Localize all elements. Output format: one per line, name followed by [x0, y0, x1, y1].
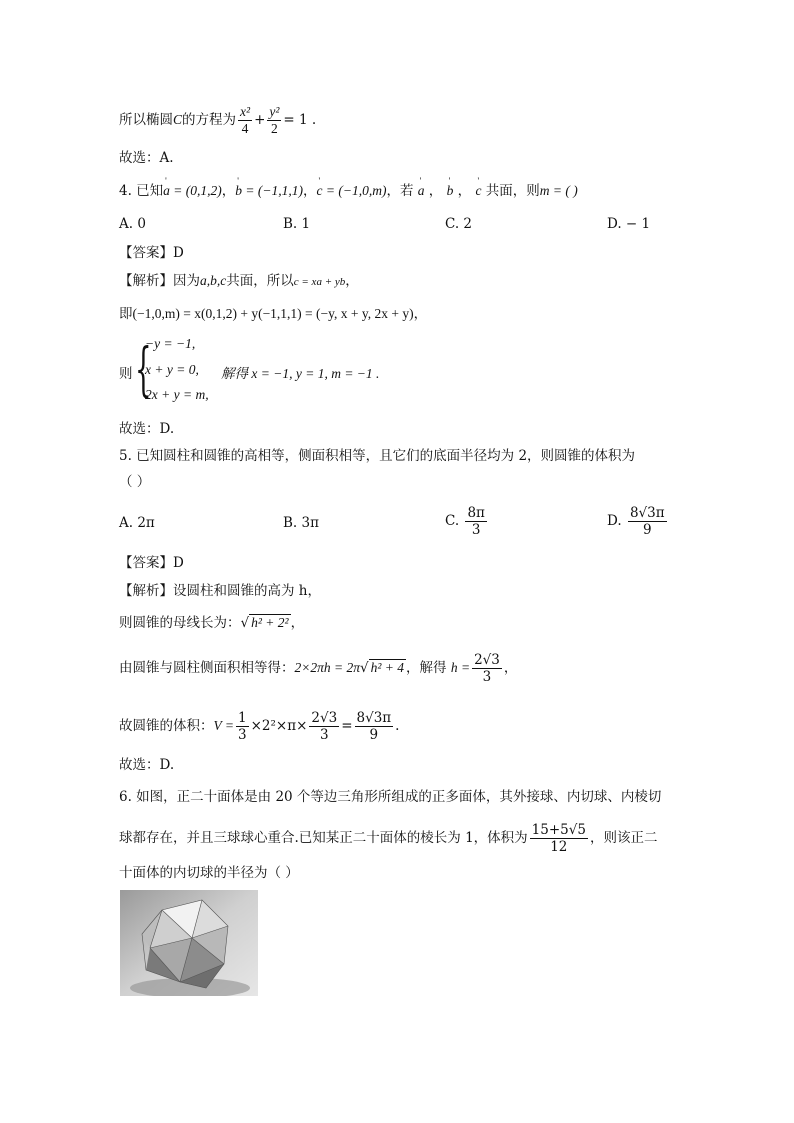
num: 8√3π [629, 505, 665, 521]
text: ，解得 [406, 660, 447, 676]
num: y² [269, 104, 280, 119]
den: 9 [369, 727, 379, 743]
ellipse-equation-line: 所以椭圆C的方程为 $\frac{\text{x²}}{4}$ + $\frac{\text{y²}}{2}$ = 1 . [119, 104, 317, 136]
h-eq: h = [450, 660, 471, 675]
system-row: x + y = 0, [145, 362, 199, 377]
sqrt-expr: h² + 2² [251, 615, 289, 630]
coplanar-eq: c = xa + yb [293, 276, 346, 288]
num: x² [240, 104, 251, 119]
text: 则圆锥的母线长为： [119, 615, 241, 631]
vectors: a,b,c [200, 273, 227, 288]
num: 15+5√5 [531, 822, 586, 838]
vector-c: ' c = (−1,0,m) [317, 181, 387, 201]
text: ，若 [386, 183, 414, 199]
vector-c-label: ' c [475, 181, 481, 201]
text: 球都存在，并且三球球心重合.已知某正二十面体的棱长为 1，体积为 [119, 830, 528, 846]
icosahedron-image [120, 890, 258, 996]
num: 8√3π [356, 710, 392, 726]
text: 故圆锥的体积： [119, 718, 214, 734]
question-5: 5. 已知圆柱和圆锥的高相等，侧面积相等，且它们的底面半径均为 2，则圆锥的体积为 [119, 448, 636, 464]
left-brace: { [135, 335, 152, 403]
text: 由圆锥与圆柱侧面积相等得： [119, 660, 295, 676]
text: 的方程为 [182, 112, 237, 128]
den: 3 [320, 727, 329, 743]
num: 8π [467, 505, 485, 521]
den: 4 [241, 121, 249, 136]
num: 2√3 [311, 710, 338, 726]
fraction [472, 652, 502, 685]
vector-b-label: ' b [447, 181, 454, 201]
den: 3 [238, 727, 247, 743]
vector-a: ' a = (0,1,2) [163, 181, 222, 201]
text: 4. 已知 [119, 183, 164, 199]
text: ， [503, 660, 518, 676]
text: 【解析】因为 [119, 273, 200, 289]
text: 所以椭圆 [119, 112, 173, 128]
den: 2 [271, 121, 278, 136]
q5-option-a: A. 2π [119, 515, 155, 531]
choose-line-d2: 故选：D. [119, 757, 175, 773]
fraction-x2-4 [238, 104, 252, 137]
den: 9 [642, 522, 652, 538]
solve-result: 解得 x = −1, y = 1, m = −1 . [221, 366, 380, 381]
choose-line-d: 故选：D. [119, 421, 175, 437]
V-eq: V = [213, 718, 234, 733]
text: ， [290, 615, 305, 631]
fraction [465, 505, 486, 538]
num: 1 [238, 710, 247, 726]
answer-5: 【答案】D [119, 555, 184, 571]
text: = [341, 718, 353, 734]
sqrt-expr: h² + 4 [370, 660, 405, 675]
text: = 1 . [283, 112, 317, 128]
question-6-line2 [119, 822, 657, 855]
label: D. [607, 513, 622, 529]
m-blank: m = ( ) [539, 183, 578, 198]
explanation-4-line1 [119, 271, 359, 292]
system-row: 2x + y = m, [145, 387, 209, 402]
equation-system [119, 336, 539, 406]
q4-option-b: B. 1 [283, 216, 311, 232]
den: 3 [482, 669, 492, 685]
var-C: C [173, 112, 183, 127]
num: 2√3 [474, 652, 500, 668]
q4-option-c: C. 2 [445, 216, 473, 232]
text: 共面，所以 [226, 273, 294, 289]
icosahedron-drawing [120, 890, 258, 996]
fraction [628, 505, 667, 538]
vector-b: ' b = (−1,1,1) [235, 181, 303, 201]
question-6-line3: 十面体的内切球的半径为（ ） [119, 865, 299, 881]
fraction [309, 710, 339, 743]
explanation-5-line4 [119, 710, 399, 743]
explanation-5-line2: 则圆锥的母线长为：√ h² + 2² ， [119, 615, 305, 631]
text: ×2²×π× [250, 718, 308, 734]
question-4: 4. 已知' a = (0,1,2)，' b = (−1,1,1)，' c = (−1,0,m)，若 ' a ， ' b ， ' c 共面，则m = ( ) [119, 181, 578, 201]
fraction-y2-2 [267, 104, 281, 137]
explanation-5-line1: 【解析】设圆柱和圆锥的高为 h， [119, 583, 321, 599]
q4-option-a: A. 0 [119, 216, 146, 232]
choose-line-a: 故选：A. [119, 150, 174, 166]
explanation-4-line2: 即(−1,0,m) = x(0,1,2) + y(−1,1,1) = (−y, x + y, 2x + y)， [119, 306, 428, 321]
q4-option-d: D. − 1 [607, 216, 651, 232]
fraction [355, 710, 394, 743]
equation: 2×2πh = 2π [294, 660, 360, 675]
text: ，则该正二 [589, 830, 658, 846]
system-row: −y = −1, [145, 336, 196, 351]
label: C. [445, 513, 460, 529]
q5-option-b: B. 3π [283, 515, 319, 531]
q5-option-d [607, 505, 669, 538]
text: ， [345, 273, 359, 289]
den: 12 [550, 839, 568, 855]
text: 共面，则 [485, 183, 540, 199]
question-6-line1: 6. 如图，正二十面体是由 20 个等边三角形所组成的正多面体，其外接球、内切球、内棱切 [119, 789, 662, 805]
fraction [530, 822, 588, 855]
vector-a-label: ' a [418, 181, 425, 201]
fraction [236, 710, 249, 743]
text: . [395, 718, 400, 734]
text: 则 [119, 366, 133, 382]
explanation-5-line3: 由圆锥与圆柱侧面积相等得：2×2πh = 2π√ h² + 4 ，解得 h = $\frac{2√3}{3}$ ， [119, 652, 518, 685]
question-5-blank: （ ） [119, 474, 151, 490]
q5-option-c [445, 505, 489, 538]
answer-4: 【答案】D [119, 245, 184, 261]
den: 3 [471, 522, 481, 538]
